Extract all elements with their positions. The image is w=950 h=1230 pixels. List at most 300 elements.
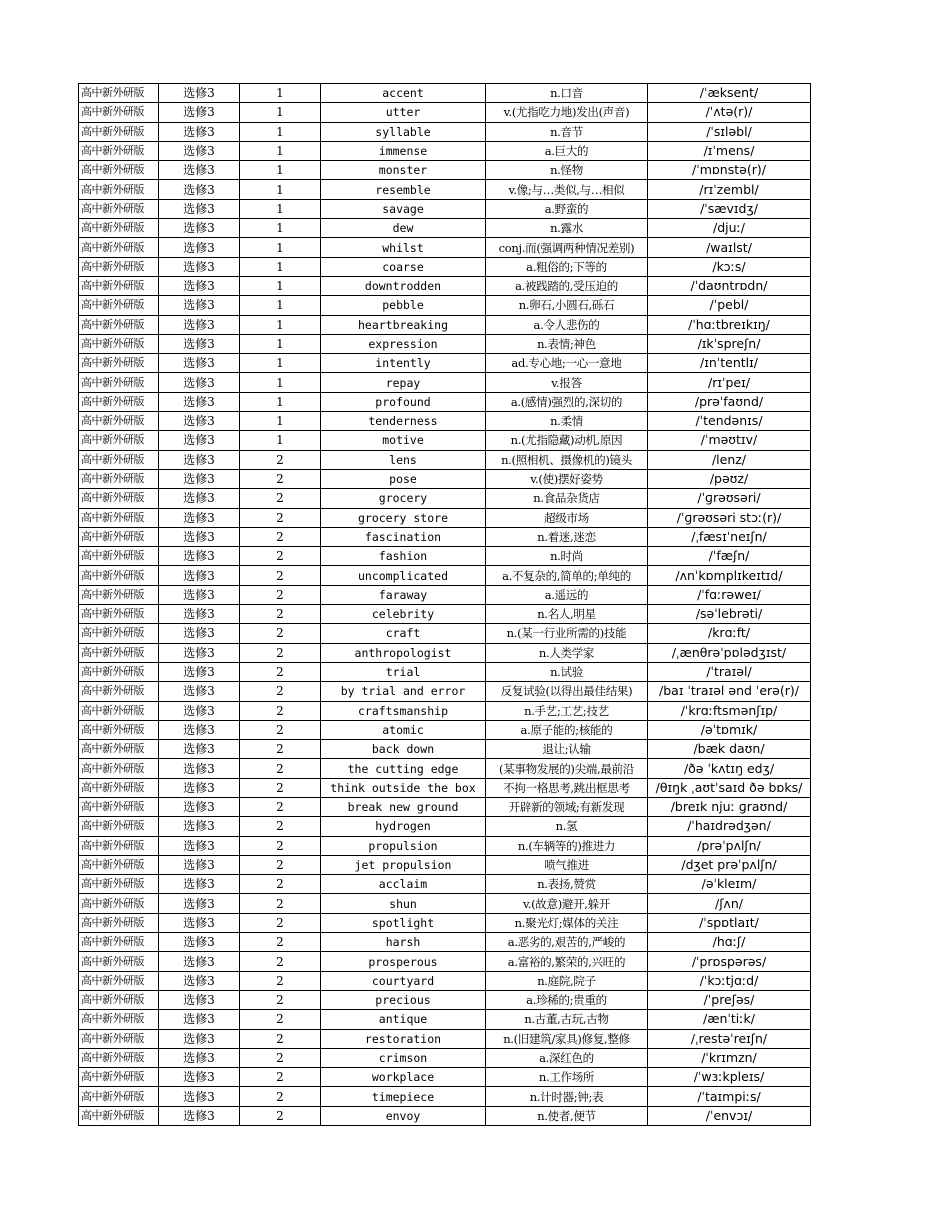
table-row [79,180,811,199]
word-cell: grocery store [321,508,486,527]
book-cell: 选修3 [159,990,240,1009]
unit-cell: 2 [240,778,321,797]
edition-cell: 高中新外研版 [79,354,159,373]
table-row [79,1048,811,1067]
edition-cell: 高中新外研版 [79,180,159,199]
book-cell: 选修3 [159,1048,240,1067]
unit-cell: 2 [240,952,321,971]
unit-cell: 2 [240,508,321,527]
edition-cell: 高中新外研版 [79,797,159,816]
unit-cell: 2 [240,933,321,952]
word-cell: tenderness [321,412,486,431]
phonetic-cell: /dʒet prəˈpʌlʃn/ [648,855,811,874]
meaning-cell: a.恶劣的,艰苦的,严峻的 [486,933,648,952]
word-cell: heartbreaking [321,315,486,334]
table-row [79,199,811,218]
edition-cell: 高中新外研版 [79,1029,159,1048]
word-cell: anthropologist [321,643,486,662]
table-row [79,933,811,952]
edition-cell: 高中新外研版 [79,682,159,701]
phonetic-cell: /ˈpebl/ [648,296,811,315]
book-cell: 选修3 [159,894,240,913]
unit-cell: 2 [240,624,321,643]
edition-cell: 高中新外研版 [79,141,159,160]
book-cell: 选修3 [159,778,240,797]
table-row [79,296,811,315]
edition-cell: 高中新外研版 [79,952,159,971]
edition-cell: 高中新外研版 [79,990,159,1009]
edition-cell: 高中新外研版 [79,1068,159,1087]
word-cell: accent [321,84,486,103]
table-row [79,373,811,392]
meaning-cell: a.粗俗的;下等的 [486,257,648,276]
edition-cell: 高中新外研版 [79,971,159,990]
phonetic-cell: /ˈsævɪdʒ/ [648,199,811,218]
book-cell: 选修3 [159,257,240,276]
meaning-cell: n.(车辆等的)推进力 [486,836,648,855]
meaning-cell: n.(尤指隐藏)动机,原因 [486,431,648,450]
table-row [79,315,811,334]
meaning-cell: 喷气推进 [486,855,648,874]
word-cell: by trial and error [321,682,486,701]
table-row [79,952,811,971]
edition-cell: 高中新外研版 [79,412,159,431]
word-cell: coarse [321,257,486,276]
meaning-cell: a.深红色的 [486,1048,648,1067]
phonetic-cell: /ˈdaʊntrɒdn/ [648,276,811,295]
unit-cell: 2 [240,605,321,624]
word-cell: grocery [321,489,486,508]
phonetic-cell: /əˈtɒmɪk/ [648,720,811,739]
edition-cell: 高中新外研版 [79,875,159,894]
book-cell: 选修3 [159,971,240,990]
unit-cell: 2 [240,1087,321,1106]
meaning-cell: n.食品杂货店 [486,489,648,508]
table-row [79,1010,811,1029]
book-cell: 选修3 [159,334,240,353]
phonetic-cell: /djuː/ [648,219,811,238]
meaning-cell: n.柔情 [486,412,648,431]
table-row [79,913,811,932]
unit-cell: 1 [240,276,321,295]
table-row [79,392,811,411]
table-row [79,1087,811,1106]
word-cell: antique [321,1010,486,1029]
edition-cell: 高中新外研版 [79,605,159,624]
book-cell: 选修3 [159,276,240,295]
phonetic-cell: /hɑːʃ/ [648,933,811,952]
word-cell: crimson [321,1048,486,1067]
word-cell: savage [321,199,486,218]
unit-cell: 2 [240,585,321,604]
book-cell: 选修3 [159,1087,240,1106]
table-row [79,817,811,836]
vocabulary-table [78,83,811,1126]
word-cell: fascination [321,527,486,546]
table-row [79,971,811,990]
edition-cell: 高中新外研版 [79,489,159,508]
meaning-cell: a.(感情)强烈的,深切的 [486,392,648,411]
phonetic-cell: /ˈfæʃn/ [648,547,811,566]
phonetic-cell: /ɪˈmens/ [648,141,811,160]
phonetic-cell: /waɪlst/ [648,238,811,257]
table-row [79,469,811,488]
phonetic-cell: /ˈkrɪmzn/ [648,1048,811,1067]
word-cell: precious [321,990,486,1009]
table-row [79,84,811,103]
word-cell: think outside the box [321,778,486,797]
unit-cell: 2 [240,450,321,469]
word-cell: restoration [321,1029,486,1048]
unit-cell: 1 [240,199,321,218]
table-row [79,276,811,295]
word-cell: timepiece [321,1087,486,1106]
phonetic-cell: /ˈpreʃəs/ [648,990,811,1009]
edition-cell: 高中新外研版 [79,161,159,180]
table-row [79,682,811,701]
edition-cell: 高中新外研版 [79,662,159,681]
phonetic-cell: /breɪk njuː ɡraʊnd/ [648,797,811,816]
word-cell: pose [321,469,486,488]
table-row [79,508,811,527]
edition-cell: 高中新外研版 [79,759,159,778]
table-row [79,489,811,508]
phonetic-cell: /prəˈfaʊnd/ [648,392,811,411]
word-cell: craftsmanship [321,701,486,720]
phonetic-cell: /ˌænθrəˈpɒlədʒɪst/ [648,643,811,662]
edition-cell: 高中新外研版 [79,720,159,739]
phonetic-cell: /lenz/ [648,450,811,469]
unit-cell: 2 [240,740,321,759]
phonetic-cell: /ˈhaɪdrədʒən/ [648,817,811,836]
edition-cell: 高中新外研版 [79,817,159,836]
meaning-cell: n.怪物 [486,161,648,180]
table-row [79,740,811,759]
book-cell: 选修3 [159,219,240,238]
word-cell: spotlight [321,913,486,932]
unit-cell: 1 [240,84,321,103]
meaning-cell: n.聚光灯;媒体的关注 [486,913,648,932]
word-cell: utter [321,103,486,122]
edition-cell: 高中新外研版 [79,1048,159,1067]
table-row [79,1106,811,1125]
meaning-cell: a.不复杂的,简单的;单纯的 [486,566,648,585]
edition-cell: 高中新外研版 [79,315,159,334]
word-cell: resemble [321,180,486,199]
book-cell: 选修3 [159,412,240,431]
edition-cell: 高中新外研版 [79,1106,159,1125]
word-cell: propulsion [321,836,486,855]
edition-cell: 高中新外研版 [79,1010,159,1029]
phonetic-cell: /ðə ˈkʌtɪŋ edʒ/ [648,759,811,778]
book-cell: 选修3 [159,450,240,469]
book-cell: 选修3 [159,855,240,874]
unit-cell: 1 [240,219,321,238]
book-cell: 选修3 [159,682,240,701]
edition-cell: 高中新外研版 [79,257,159,276]
edition-cell: 高中新外研版 [79,547,159,566]
table-row [79,257,811,276]
word-cell: celebrity [321,605,486,624]
meaning-cell: n.试验 [486,662,648,681]
phonetic-cell: /ˌrestəˈreɪʃn/ [648,1029,811,1048]
book-cell: 选修3 [159,1106,240,1125]
word-cell: repay [321,373,486,392]
edition-cell: 高中新外研版 [79,701,159,720]
word-cell: motive [321,431,486,450]
unit-cell: 2 [240,643,321,662]
phonetic-cell: /ˈhɑːtbreɪkɪŋ/ [648,315,811,334]
meaning-cell: 开辟新的领域;有新发现 [486,797,648,816]
unit-cell: 2 [240,817,321,836]
unit-cell: 2 [240,971,321,990]
table-row [79,701,811,720]
table-row [79,219,811,238]
edition-cell: 高中新外研版 [79,103,159,122]
table-row [79,566,811,585]
word-cell: intently [321,354,486,373]
unit-cell: 1 [240,431,321,450]
edition-cell: 高中新外研版 [79,855,159,874]
table-row [79,585,811,604]
table-row [79,990,811,1009]
meaning-cell: n.古董,古玩,古物 [486,1010,648,1029]
unit-cell: 2 [240,682,321,701]
meaning-cell: n.表情;神色 [486,334,648,353]
unit-cell: 1 [240,103,321,122]
edition-cell: 高中新外研版 [79,199,159,218]
word-cell: craft [321,624,486,643]
table-row [79,450,811,469]
phonetic-cell: /krɑːft/ [648,624,811,643]
meaning-cell: n.口音 [486,84,648,103]
edition-cell: 高中新外研版 [79,508,159,527]
word-cell: faraway [321,585,486,604]
book-cell: 选修3 [159,605,240,624]
edition-cell: 高中新外研版 [79,740,159,759]
unit-cell: 2 [240,566,321,585]
phonetic-cell: /ˈɡrəʊsəri stɔː(r)/ [648,508,811,527]
meaning-cell: 退让;认输 [486,740,648,759]
book-cell: 选修3 [159,662,240,681]
unit-cell: 1 [240,296,321,315]
book-cell: 选修3 [159,817,240,836]
unit-cell: 2 [240,1010,321,1029]
unit-cell: 2 [240,759,321,778]
table-row [79,1068,811,1087]
table-row [79,720,811,739]
edition-cell: 高中新外研版 [79,933,159,952]
meaning-cell: n.露水 [486,219,648,238]
meaning-cell: n.工作场所 [486,1068,648,1087]
phonetic-cell: /ˈkɔːtjɑːd/ [648,971,811,990]
table-row [79,161,811,180]
table-row [79,334,811,353]
phonetic-cell: /ˈspɒtlaɪt/ [648,913,811,932]
meaning-cell: n.卵石,小圆石,砾石 [486,296,648,315]
book-cell: 选修3 [159,469,240,488]
unit-cell: 2 [240,662,321,681]
edition-cell: 高中新外研版 [79,624,159,643]
edition-cell: 高中新外研版 [79,585,159,604]
phonetic-cell: /ˈtendənɪs/ [648,412,811,431]
table-row [79,238,811,257]
meaning-cell: a.巨大的 [486,141,648,160]
edition-cell: 高中新外研版 [79,469,159,488]
phonetic-cell: /ˌfæsɪˈneɪʃn/ [648,527,811,546]
unit-cell: 2 [240,720,321,739]
meaning-cell: n.表扬,赞赏 [486,875,648,894]
unit-cell: 2 [240,1106,321,1125]
book-cell: 选修3 [159,180,240,199]
phonetic-cell: /ˈwɜːkpleɪs/ [648,1068,811,1087]
meaning-cell: a.原子能的;核能的 [486,720,648,739]
phonetic-cell: /ˈmɒnstə(r)/ [648,161,811,180]
edition-cell: 高中新外研版 [79,894,159,913]
unit-cell: 1 [240,392,321,411]
meaning-cell: v.(使)摆好姿势 [486,469,648,488]
unit-cell: 1 [240,334,321,353]
meaning-cell: v.像;与…类似,与…相似 [486,180,648,199]
book-cell: 选修3 [159,952,240,971]
unit-cell: 1 [240,315,321,334]
word-cell: lens [321,450,486,469]
table-row [79,624,811,643]
phonetic-cell: /ˈməʊtɪv/ [648,431,811,450]
meaning-cell: n.时尚 [486,547,648,566]
phonetic-cell: /kɔːs/ [648,257,811,276]
word-cell: monster [321,161,486,180]
meaning-cell: a.富裕的,繁荣的,兴旺的 [486,952,648,971]
book-cell: 选修3 [159,199,240,218]
unit-cell: 2 [240,797,321,816]
table-row [79,643,811,662]
table-row [79,836,811,855]
book-cell: 选修3 [159,103,240,122]
word-cell: courtyard [321,971,486,990]
phonetic-cell: /ˈsɪləbl/ [648,122,811,141]
phonetic-cell: /bæk daʊn/ [648,740,811,759]
book-cell: 选修3 [159,1068,240,1087]
unit-cell: 2 [240,1068,321,1087]
unit-cell: 2 [240,836,321,855]
phonetic-cell: /rɪˈpeɪ/ [648,373,811,392]
edition-cell: 高中新外研版 [79,431,159,450]
table-row [79,103,811,122]
meaning-cell: 不拘一格思考,跳出框思考 [486,778,648,797]
meaning-cell: (某事物发展的)尖端,最前沿 [486,759,648,778]
word-cell: dew [321,219,486,238]
meaning-cell: n.着迷,迷恋 [486,527,648,546]
word-cell: prosperous [321,952,486,971]
meaning-cell: v.(尤指吃力地)发出(声音) [486,103,648,122]
phonetic-cell: /ˈtaɪmpiːs/ [648,1087,811,1106]
table-row [79,547,811,566]
word-cell: hydrogen [321,817,486,836]
phonetic-cell: /rɪˈzembl/ [648,180,811,199]
book-cell: 选修3 [159,84,240,103]
word-cell: fashion [321,547,486,566]
meaning-cell: 超级市场 [486,508,648,527]
unit-cell: 2 [240,547,321,566]
unit-cell: 2 [240,913,321,932]
book-cell: 选修3 [159,643,240,662]
edition-cell: 高中新外研版 [79,1087,159,1106]
word-cell: syllable [321,122,486,141]
meaning-cell: n.名人,明星 [486,605,648,624]
meaning-cell: a.令人悲伤的 [486,315,648,334]
meaning-cell: n.(某一行业所需的)技能 [486,624,648,643]
phonetic-cell: /θɪŋk ˌaʊtˈsaɪd ðə bɒks/ [648,778,811,797]
edition-cell: 高中新外研版 [79,778,159,797]
table-row [79,431,811,450]
edition-cell: 高中新外研版 [79,276,159,295]
book-cell: 选修3 [159,875,240,894]
unit-cell: 2 [240,489,321,508]
unit-cell: 2 [240,855,321,874]
word-cell: uncomplicated [321,566,486,585]
meaning-cell: n.手艺;工艺;技艺 [486,701,648,720]
word-cell: immense [321,141,486,160]
word-cell: harsh [321,933,486,952]
word-cell: break new ground [321,797,486,816]
edition-cell: 高中新外研版 [79,836,159,855]
word-cell: back down [321,740,486,759]
book-cell: 选修3 [159,296,240,315]
meaning-cell: v.(故意)避开,躲开 [486,894,648,913]
table-row [79,797,811,816]
phonetic-cell: /ˈtraɪəl/ [648,662,811,681]
book-cell: 选修3 [159,122,240,141]
phonetic-cell: /ˈfɑːrəweɪ/ [648,585,811,604]
table-row [79,141,811,160]
word-cell: acclaim [321,875,486,894]
unit-cell: 1 [240,373,321,392]
word-cell: whilst [321,238,486,257]
table-row [79,894,811,913]
book-cell: 选修3 [159,547,240,566]
edition-cell: 高中新外研版 [79,643,159,662]
meaning-cell: n.计时器;钟;表 [486,1087,648,1106]
word-cell: profound [321,392,486,411]
book-cell: 选修3 [159,373,240,392]
edition-cell: 高中新外研版 [79,527,159,546]
word-cell: shun [321,894,486,913]
meaning-cell: n.(照相机、摄像机的)镜头 [486,450,648,469]
table-row [79,759,811,778]
book-cell: 选修3 [159,1029,240,1048]
meaning-cell: a.珍稀的;贵重的 [486,990,648,1009]
word-cell: downtrodden [321,276,486,295]
phonetic-cell: /əˈkleɪm/ [648,875,811,894]
phonetic-cell: /ɪnˈtentlɪ/ [648,354,811,373]
unit-cell: 1 [240,180,321,199]
phonetic-cell: /pəʊz/ [648,469,811,488]
book-cell: 选修3 [159,489,240,508]
meaning-cell: n.使者,便节 [486,1106,648,1125]
edition-cell: 高中新外研版 [79,219,159,238]
edition-cell: 高中新外研版 [79,566,159,585]
book-cell: 选修3 [159,566,240,585]
unit-cell: 1 [240,238,321,257]
meaning-cell: n.(旧建筑/家具)修复,整修 [486,1029,648,1048]
book-cell: 选修3 [159,315,240,334]
book-cell: 选修3 [159,759,240,778]
book-cell: 选修3 [159,161,240,180]
phonetic-cell: /prəˈpʌlʃn/ [648,836,811,855]
phonetic-cell: /baɪ ˈtraɪəl ənd ˈerə(r)/ [648,682,811,701]
meaning-cell: n.庭院,院子 [486,971,648,990]
